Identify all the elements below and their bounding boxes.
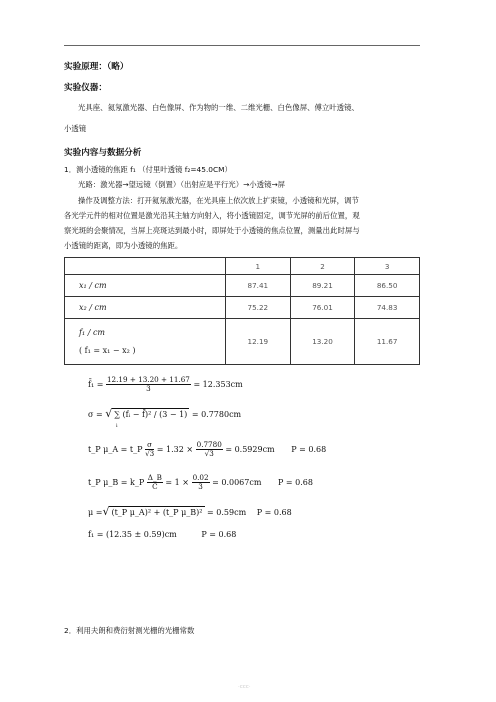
mean-lhs: f̄₁ = (88, 379, 104, 389)
item1-light-path: 光路：激光器→望远镜（倒置）（出射应是平行光）→小透镜→屏 (78, 180, 286, 189)
table-col-2: 2 (290, 258, 355, 275)
mu-radicand: (t_P μ_A)² + (t_P μ_B)² (111, 508, 203, 517)
cell: 76.01 (290, 297, 355, 319)
table-row (65, 319, 420, 365)
instruments-line-1: 光具座、氦氖激光器、白色像屏、作为物的一维、二维光栅、白色像屏、傅立叶透镜、 (78, 103, 359, 112)
final-result: f₁ = (12.35 ± 0.59)cm (88, 530, 177, 539)
formula-final (88, 531, 236, 539)
row-label-f1 (65, 319, 226, 365)
formula-ub (88, 474, 313, 492)
row-label-x1: x₁ / cm (65, 275, 226, 297)
ua-frac1-den: √3 (145, 449, 155, 459)
content-heading: 实验内容与数据分析 (64, 148, 142, 158)
table-corner-cell (65, 258, 226, 275)
ub-fraction-2 (192, 474, 210, 492)
cell: 13.20 (290, 319, 355, 365)
final-probability: P = 0.68 (201, 530, 237, 539)
instruments-heading: 实验仪器： (64, 83, 107, 93)
ua-result: = 0.5929cm (225, 444, 275, 454)
ub-frac2-den: 3 (198, 482, 203, 492)
cell: 75.22 (226, 297, 291, 319)
sqrt-sign: √ (105, 407, 113, 420)
sigma-sum-index: i (116, 423, 118, 429)
formula-ua (88, 441, 326, 459)
formula-mu (88, 506, 292, 517)
ua-frac1-num: σ (145, 441, 154, 450)
sigma-radicand: ∑ (fᵢ − f̄)² / (3 − 1) (114, 410, 188, 419)
table-col-3: 3 (355, 258, 420, 275)
cell: 87.41 (226, 275, 291, 297)
item1-procedure-line-4: 小透镜的距离，即为小透镜的焦距。 (64, 241, 183, 250)
ub-frac1-num: Δ_B (147, 473, 162, 482)
mu-result: = 0.59cm (207, 508, 247, 517)
row-label-f1-def: ( f₁ = x₁ − x₂ ) (79, 346, 136, 355)
sqrt-sign: √ (102, 505, 110, 518)
ub-frac1-den: C (152, 482, 158, 492)
mean-result: = 12.353cm (193, 379, 243, 389)
row-label-x2: x₂ / cm (65, 297, 226, 319)
ub-frac2-num: 0.02 (192, 473, 209, 482)
page-footer-mark: ·ccc· (238, 684, 251, 690)
cell: 74.83 (355, 297, 420, 319)
ua-frac2-den: √3 (204, 449, 214, 459)
table-col-1: 1 (226, 258, 291, 275)
mean-denominator: 3 (146, 384, 151, 394)
top-rule (64, 45, 420, 46)
table-row (65, 275, 420, 297)
formula-mean (88, 376, 243, 394)
ua-fraction-1 (145, 441, 154, 459)
mu-probability: P = 0.68 (256, 508, 292, 517)
ub-lhs: t_P μ_B = k_P (88, 477, 145, 487)
table-header-row (65, 258, 420, 275)
ub-result: = 0.0067cm (212, 477, 262, 487)
principle-heading: 实验原理：（略） (64, 62, 129, 72)
formula-sigma (88, 408, 241, 419)
mean-fraction (106, 376, 191, 394)
sigma-lhs: σ = (88, 410, 106, 419)
cell: 11.67 (355, 319, 420, 365)
cell: 89.21 (290, 275, 355, 297)
ua-frac2-num: 0.7780 (196, 440, 222, 449)
ub-fraction-1 (147, 474, 163, 492)
ua-fraction-2 (196, 441, 223, 459)
instruments-line-2: 小透镜 (64, 124, 87, 133)
mu-lhs: μ = (88, 508, 103, 517)
cell: 86.50 (355, 275, 420, 297)
ub-mid: = 1 × (165, 477, 190, 487)
item1-title: 1．测小透镜的焦距 f₁ （付里叶透镜 f₂=45.0CM） (64, 165, 232, 174)
row-label-f1-main: f₁ / cm (79, 328, 106, 337)
focal-length-table (64, 257, 420, 365)
ua-lhs: t_P μ_A = t_P (88, 444, 143, 454)
ua-probability: P = 0.68 (291, 444, 327, 454)
sigma-result: = 0.7780cm (191, 410, 242, 419)
mean-numerator: 12.19 + 13.20 + 11.67 (106, 375, 190, 384)
table-row (65, 297, 420, 319)
item1-procedure-line-3: 察光斑的会聚情况，当屏上亮斑达到最小时，即屏处于小透镜的焦点位置，测量出此时屏与 (64, 226, 360, 235)
ua-mid: = 1.32 × (156, 444, 194, 454)
item2-title: 2．利用夫朗和费衍射测光栅的光栅常数 (64, 626, 195, 635)
item1-procedure-line-1: 操作及调整方法：打开氦氖激光器，在光具座上依次放上扩束镜，小透镜和光屏，调节 (78, 196, 359, 205)
item1-procedure-line-2: 各光学元件的相对位置是激光沿其主轴方向射入，将小透镜固定，调节光屏的前后位置，观 (64, 211, 360, 220)
ub-probability: P = 0.68 (277, 477, 313, 487)
cell: 12.19 (226, 319, 291, 365)
